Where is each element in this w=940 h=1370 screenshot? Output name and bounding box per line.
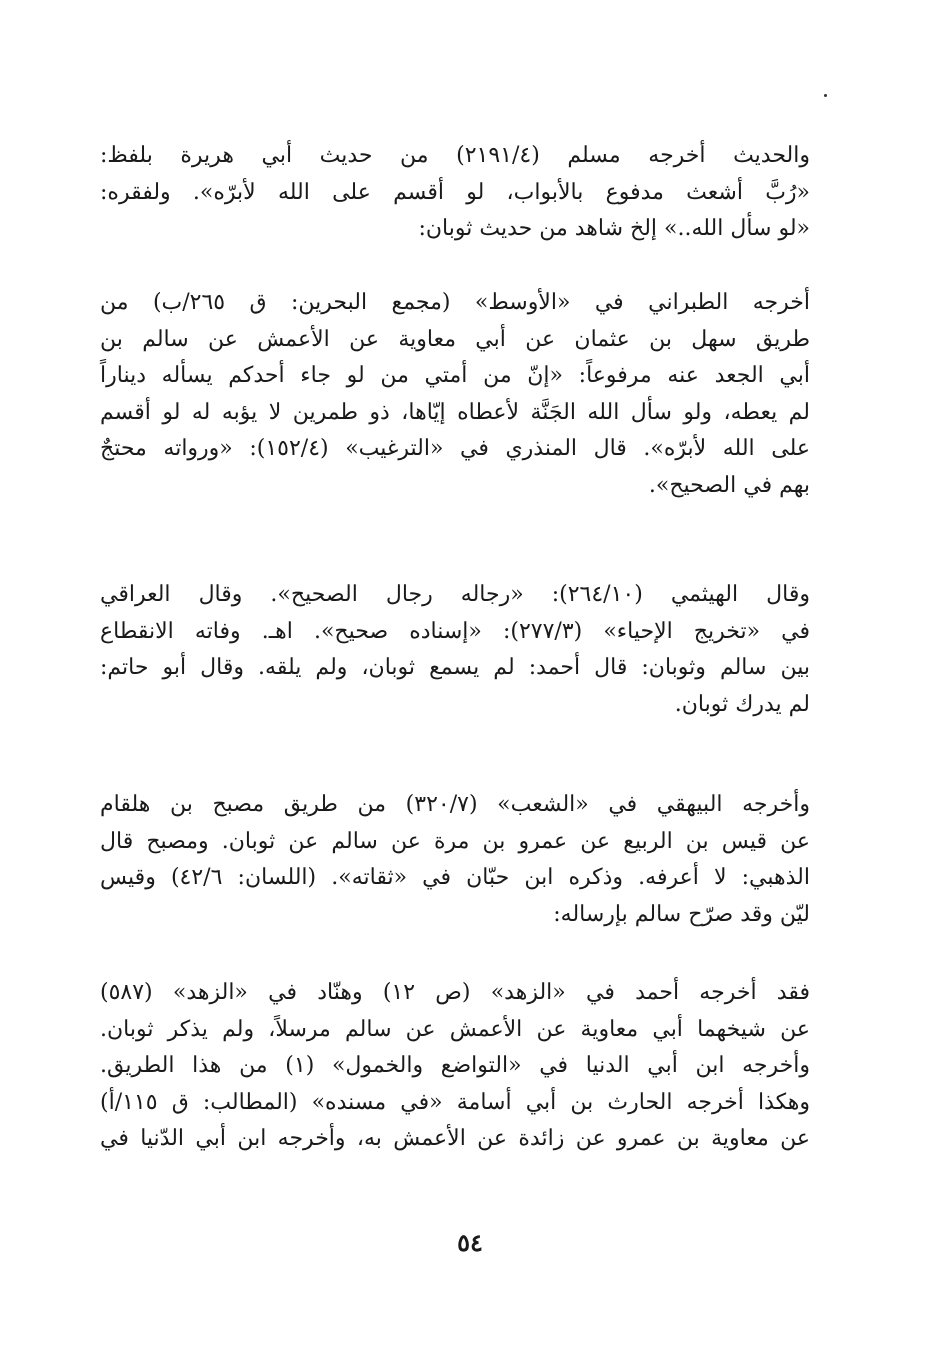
- text-line: على الله لأبرّه». قال المنذري في «الترغيب» (١٥٢/٤): «ورواته محتجٌ: [100, 436, 810, 461]
- paragraph-tabarani: [100, 285, 810, 504]
- text-line: عن قيس بن الربيع عن عمرو بن مرة عن سالم عن ثوبان. ومصبح قال: [100, 828, 810, 854]
- text-line: الذهبي: لا أعرفه. وذكره ابن حبّان في «ثقاته». (اللسان: ٤٢/٦) وقيس: [100, 865, 810, 890]
- text-line: «لو سأل الله..» إلخ شاهد من حديث ثوبان:: [418, 216, 810, 241]
- text-line: أخرجه الطبراني في «الأوسط» (مجمع البحرين: ق ٢٦٥/ب) من: [100, 290, 810, 315]
- stray-mark: [824, 94, 827, 97]
- paragraph-ahmad-zuhd: [100, 975, 810, 1158]
- text-line: وهكذا أخرجه الحارث بن أبي أسامة «في مسنده» (المطالب: ق ١١٥/أ): [100, 1089, 810, 1115]
- paragraph-bayhaqi: [100, 787, 810, 933]
- text-line: وأخرجه البيهقي في «الشعب» (٣٢٠/٧) من طريق مصبح بن هلقام: [100, 792, 810, 817]
- text-line: ليّن وقد صرّح سالم بإرساله:: [553, 901, 810, 927]
- paragraph-haythami: [100, 577, 810, 723]
- text-line: عن شيخهما أبي معاوية عن الأعمش عن سالم مرسلاً، ولم يذكر ثوبان.: [100, 1016, 810, 1042]
- paragraph-muslim-hadith: [100, 138, 810, 248]
- text-line: بهم في الصحيح».: [648, 472, 810, 498]
- text-line: فقد أخرجه أحمد في «الزهد» (ص ١٢) وهنّاد في «الزهد» (٥٨٧): [100, 980, 810, 1005]
- text-line: لم يدرك ثوبان.: [674, 691, 810, 717]
- page-number: ٥٤: [457, 1228, 483, 1257]
- text-line: عن معاوية بن عمرو عن زائدة عن الأعمش به، وأخرجه ابن أبي الدّنيا في: [100, 1126, 810, 1151]
- text-line: «رُبَّ أشعث مدفوع بالأبواب، لو أقسم على الله لأبرّه». ولفقره:: [100, 179, 810, 205]
- text-line: في «تخريج الإحياء» (٢٧٧/٣): «إسناده صحيح». اهـ. وفاته الانقطاع: [100, 618, 810, 644]
- text-line: طريق سهل بن عثمان عن أبي معاوية عن الأعمش عن سالم بن: [100, 326, 810, 352]
- text-line: وقال الهيثمي (٢٦٤/١٠): «رجاله رجال الصحيح». وقال العراقي: [100, 582, 810, 607]
- text-line: وأخرجه ابن أبي الدنيا في «التواضع والخمول» (١) من هذا الطريق.: [100, 1053, 811, 1078]
- text-line: والحديث أخرجه مسلم (٢١٩١/٤) من حديث أبي هريرة بلفظ:: [100, 143, 810, 168]
- text-line: أبي الجعد عنه مرفوعاً: «إنّ من أمتي من لو جاء أحدكم يسأله ديناراً: [100, 363, 810, 388]
- text-line: بين سالم وثوبان: قال أحمد: لم يسمع ثوبان، ولم يلقه. وقال أبو حاتم:: [100, 655, 810, 680]
- text-line: لم يعطه، ولو سأل الله الجَنَّة لأعطاه إيّاها، ذو طمرين لا يؤبه له لو أقسم: [100, 399, 810, 425]
